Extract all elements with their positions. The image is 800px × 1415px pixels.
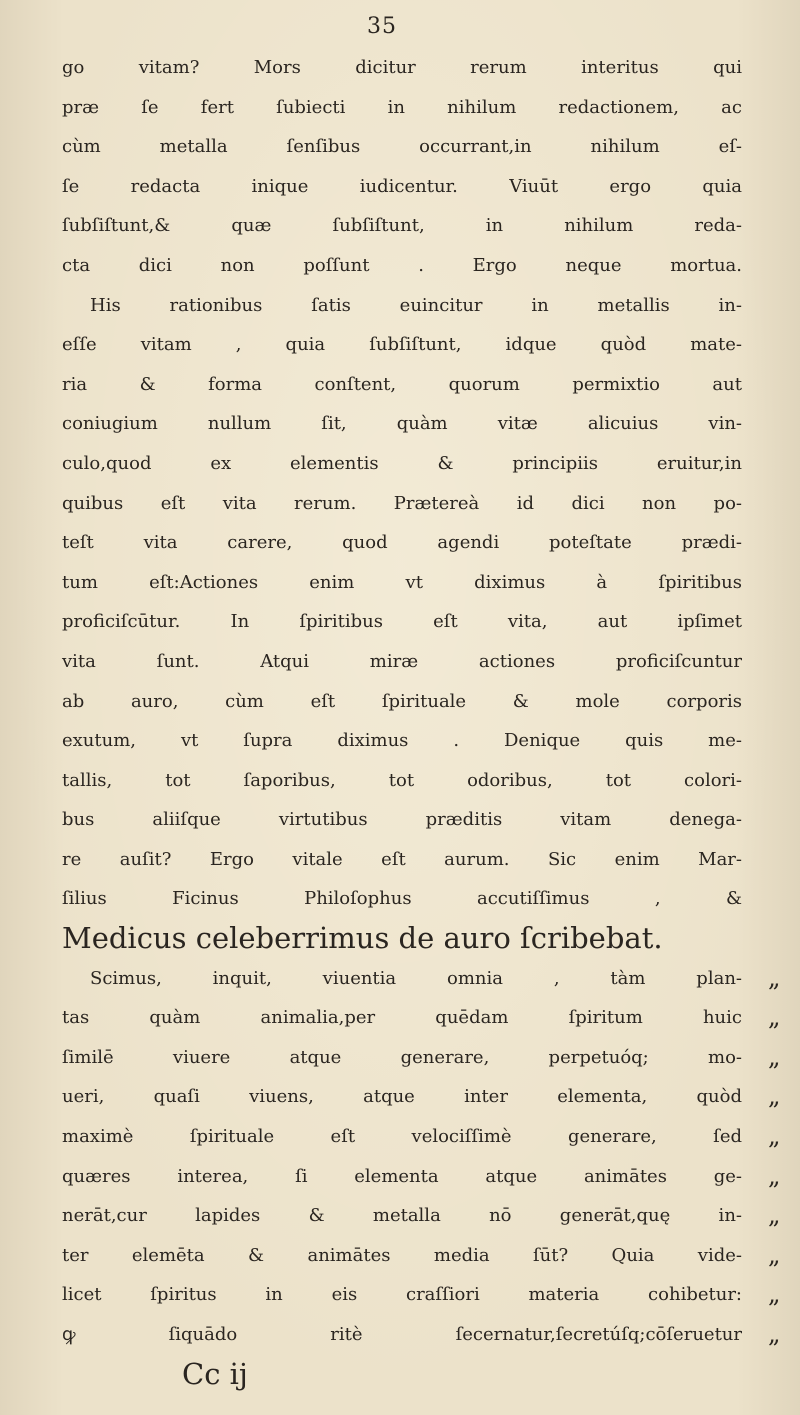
text-line bbox=[62, 246, 742, 286]
text-line bbox=[62, 167, 742, 207]
text-line bbox=[62, 206, 742, 246]
text-line-content: Medicus celeberrimus de auro ſcribebat. bbox=[62, 921, 663, 956]
text-line bbox=[62, 1117, 781, 1157]
text-line bbox=[62, 602, 742, 642]
text-line-content: tas quàm animalia,per quēdam ſpiritum huic bbox=[62, 1007, 742, 1029]
quotation-mark: „ bbox=[768, 1082, 781, 1111]
text-line bbox=[62, 88, 742, 128]
text-line-content: exutum, vt ſupra diximus . Denique quis me- bbox=[62, 730, 742, 752]
text-line-content: coniugium nullum ſit, quàm vitæ alicuius vin- bbox=[62, 413, 742, 435]
text-line-content: ſe redacta inique iudicentur. Viuūt ergo quia bbox=[62, 175, 742, 197]
text-line-content: tallis, tot ſaporibus, tot odoribus, tot colori- bbox=[62, 769, 742, 791]
text-line-content: ſimilē viuere atque generare, perpetuóq; mo- bbox=[62, 1046, 742, 1068]
text-line-content: bus aliiſque virtutibus præditis vitam denega- bbox=[62, 809, 742, 831]
text-line-content: eſſe vitam , quia ſubſiſtunt, idque quòd mate- bbox=[62, 334, 742, 356]
text-line bbox=[62, 682, 742, 722]
text-line-content: ter elemēta & animātes media ſūt? Quia vide- bbox=[62, 1244, 742, 1266]
quotation-mark: „ bbox=[768, 1122, 781, 1151]
quotation-mark: „ bbox=[768, 1280, 781, 1309]
text-line-content: ria & forma conſtent, quorum permixtio aut bbox=[62, 373, 742, 395]
text-line bbox=[62, 444, 742, 484]
text-line bbox=[62, 1196, 781, 1236]
text-line bbox=[62, 721, 742, 761]
text-line bbox=[62, 286, 742, 326]
quotation-mark: „ bbox=[768, 1201, 781, 1230]
quotation-mark: „ bbox=[768, 1042, 781, 1071]
text-line-content: quæres interea, ſi elementa atque animātes ge- bbox=[62, 1165, 742, 1187]
text-line bbox=[62, 1275, 781, 1315]
text-line bbox=[62, 1077, 781, 1117]
text-line bbox=[62, 1315, 781, 1355]
quotation-mark: „ bbox=[768, 963, 781, 992]
text-line-content: tum eſt:Actiones enim vt diximus à ſpiritibus bbox=[62, 571, 742, 593]
text-line bbox=[62, 761, 742, 801]
text-line bbox=[62, 1038, 781, 1078]
quotation-mark: „ bbox=[768, 1003, 781, 1032]
text-line-content: ſilius Ficinus Philoſophus accutiſſimus , & bbox=[62, 888, 742, 910]
text-line-content: re auſit? Ergo vitale eſt aurum. Sic enim Mar- bbox=[62, 848, 742, 870]
text-line-content: Scimus, inquit, viuentia omnia , tàm plan- bbox=[90, 967, 742, 989]
text-line bbox=[62, 325, 742, 365]
text-line bbox=[62, 1236, 781, 1276]
text-line bbox=[62, 642, 742, 682]
text-line-content: culo,quod ex elementis & principiis eruitur,in bbox=[62, 452, 742, 474]
text-line-content: quibus eſt vita rerum. Prætereà id dici non po- bbox=[62, 492, 742, 514]
text-line-content: His rationibus ſatis euincitur in metallis in- bbox=[90, 294, 742, 316]
text-line bbox=[62, 840, 742, 880]
text-line-content: ueri, quaſi viuens, atque inter elementa, quòd bbox=[62, 1086, 742, 1108]
text-line-content: licet ſpiritus in eis craſſiori materia cohibetur: bbox=[62, 1284, 742, 1306]
text-line bbox=[62, 563, 742, 603]
text-line bbox=[62, 998, 781, 1038]
text-line-content: ſubſiſtunt,& quæ ſubſiſtunt, in nihilum reda- bbox=[62, 215, 742, 237]
text-line-content: ꝙ ſiquādo ritè ſecernatur,ſecretúſq;cōſeruetur bbox=[62, 1324, 742, 1345]
text-line-content: nerāt,cur lapides & metalla nō generāt,quę in- bbox=[62, 1205, 742, 1227]
text-line-content: ab auro, cùm eſt ſpirituale & mole corporis bbox=[62, 690, 742, 712]
text-line bbox=[62, 48, 742, 88]
body-text bbox=[62, 48, 781, 1394]
signature-mark: Cc ij bbox=[182, 1356, 248, 1391]
text-line bbox=[62, 404, 742, 444]
text-line-content: go vitam? Mors dicitur rerum interitus qui bbox=[62, 57, 742, 78]
text-line bbox=[62, 127, 742, 167]
text-line-content: proficiſcūtur. In ſpiritibus eſt vita, aut ipſimet bbox=[62, 611, 742, 633]
quotation-mark: „ bbox=[768, 1161, 781, 1190]
text-line bbox=[62, 1157, 781, 1197]
text-line bbox=[62, 523, 742, 563]
quotation-mark: „ bbox=[768, 1240, 781, 1269]
page-number: 35 bbox=[367, 14, 397, 39]
text-line bbox=[62, 959, 781, 999]
text-line-content: præ ſe fert ſubiecti in nihilum redactionem, ac bbox=[62, 96, 742, 118]
text-line bbox=[62, 484, 742, 524]
quotation-mark: „ bbox=[768, 1320, 781, 1348]
text-line-content: teſt vita carere, quod agendi poteſtate prædi- bbox=[62, 532, 742, 554]
text-line bbox=[62, 879, 742, 919]
text-line-content: maximè ſpirituale eſt velociſſimè generare, ſed bbox=[62, 1126, 742, 1148]
text-line-content: vita ſunt. Atqui miræ actiones proficiſcuntur bbox=[62, 650, 742, 672]
text-line-content: cta dici non poſſunt . Ergo neque mortua. bbox=[62, 254, 742, 276]
text-line bbox=[62, 919, 742, 959]
text-line-content: cùm metalla ſenſibus occurrant,in nihilum eſ- bbox=[62, 136, 742, 158]
text-line bbox=[62, 365, 742, 405]
text-line bbox=[62, 800, 742, 840]
